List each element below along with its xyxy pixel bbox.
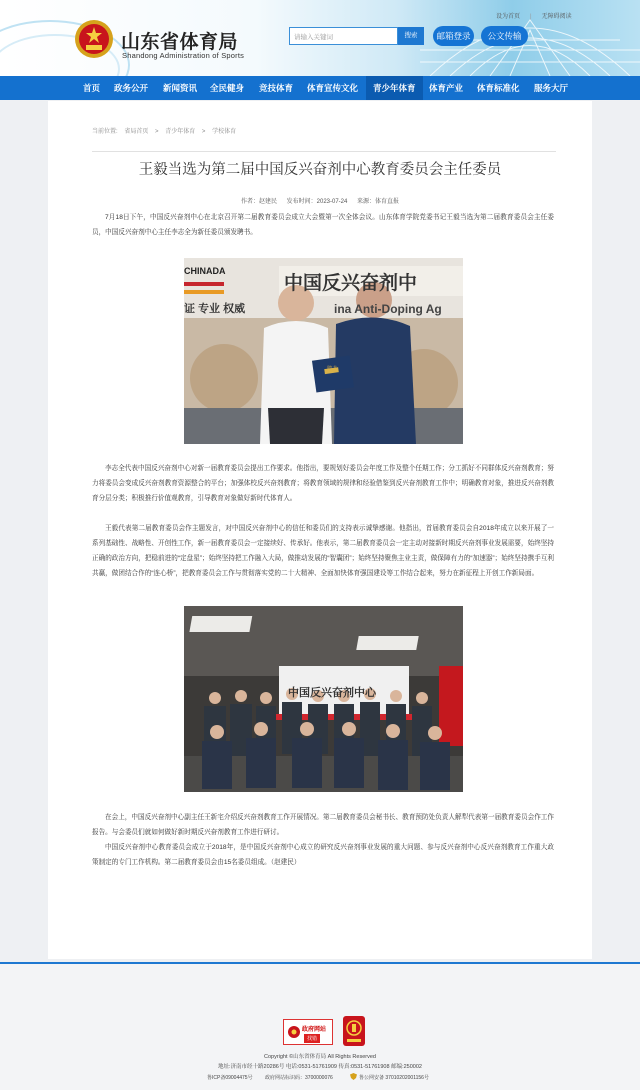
breadcrumb-youth[interactable]: 青少年体育 [165, 129, 196, 135]
article-author: 作者：赵建民 [240, 199, 277, 205]
document-transfer-button[interactable]: 公文传输 [481, 26, 528, 46]
address-text: 地址:济南市经十路20286号 电话:0531-51761909 传真:0531-51761908 邮编:250002 [218, 1064, 422, 1070]
nav-item-culture[interactable]: 体育宣传文化 [307, 83, 359, 93]
nav-item-news[interactable]: 新闻资讯 [163, 83, 198, 93]
photo-banner-text: 中国反兴奋剂中心 [288, 686, 376, 699]
article-photo-group [184, 606, 463, 792]
nav-item-service[interactable]: 服务大厅 [534, 83, 569, 93]
top-links: 设为首页 | 无障碍阅读 [496, 14, 572, 20]
article-paragraph: 王毅代表第二届教育委员会作主题发言，对中国反兴奋剂中心的信任和委员们的支持表示诚挚感谢。他指出，首届教育委员会自2018年成立以来开展了一系列基础性、战略性、开创性工作，新一届教育委员会一定接续好、传承好。他表示，第二届教育委员会一定主动对接新时期反兴奋剂事业发展需要，始终坚持正确的政治方向，把稳前进的“定盘星”；始终坚持把工作融入大局，做推动发展的“智囊团”；始终坚持聚焦主业主责，做保障有力的“加速器”；始终坚持携手互利共赢，做团结合作的“连心桥”，把教育委员会工作与贯彻落实党的二十大精神、全面加快体育强国建设等工作结合起来，努力在新征程上开创工作新局面。 [92, 525, 554, 577]
divider [92, 151, 556, 152]
article-title: 王毅当选为第二届中国反兴奋剂中心教育委员会主任委员 [138, 162, 502, 178]
badge-title: 政府网站 [302, 1027, 327, 1033]
breadcrumb-home[interactable]: 省局首页 [124, 129, 149, 135]
mail-login-button[interactable]: 邮箱登录 [433, 26, 474, 46]
party-gov-badge-icon[interactable] [343, 1016, 365, 1046]
nav-item-standard[interactable]: 体育标准化 [477, 83, 520, 93]
site-name-en: Shandong Administration of Sports [122, 51, 245, 60]
set-homepage-link[interactable]: 设为首页 [496, 14, 521, 20]
article-paragraph: 中国反兴奋剂中心教育委员会成立于2018年，是中国反兴奋剂中心成立的研究反兴奋剂事业发展的重大问题、参与反兴奋剂中心反兴奋剂教育工作重大政策制定的专门工作机构。第二届教育委员会由15名委员组成。（赵建民） [92, 844, 554, 866]
icp-link[interactable]: 鲁ICP备09004475号 [207, 1075, 253, 1081]
nav-item-fitness[interactable]: 全民健身 [210, 83, 245, 93]
breadcrumb-school[interactable]: 学校体育 [212, 129, 237, 135]
site-name[interactable]: 山东省体育局 [121, 31, 239, 53]
badge-subtitle: 找错 [304, 1034, 320, 1043]
article-paragraph: 7月18日下午，中国反兴奋剂中心在北京召开第二届教育委员会成立大会暨第一次全体会议。山东体育学院党委书记王毅当选为第二届教育委员会主任委员，中国反兴奋剂中心主任李志全为新任委员颁发聘书。 [92, 214, 554, 236]
search-button[interactable]: 搜索 [398, 27, 424, 45]
breadcrumb-sep: > [201, 129, 206, 135]
photo-chinada-text: CHINADA [184, 266, 226, 276]
article-paragraph: 李志全代表中国反兴奋剂中心对新一届教育委员会提出工作要求。他指出，要规划好委员会年度工作及整个任期工作；分工抓好不同群体反兴奋剂教育；努力将委员会变成反兴奋剂教育资源整合的平台；加强体校反兴奋剂教育；将教育领域的规律和经验借鉴到反兴奋剂教育工作中；明确教育对象，推进反兴奋剂教育分层分类；积极推行价值观教育，引导教育对象做好新时代体育人。 [92, 465, 554, 502]
photo-en-text: ina Anti-Doping Ag [334, 302, 442, 316]
national-emblem-icon [287, 1025, 301, 1039]
site-header [0, 0, 640, 76]
article-date: 发布时间：2023-07-24 [286, 199, 348, 205]
photo-banner-text: 中国反兴奋剂中 [284, 272, 418, 294]
nav-item-youth[interactable]: 青少年体育 [366, 76, 423, 100]
main-nav [0, 76, 640, 100]
nav-item-gov-open[interactable]: 政务公开 [114, 83, 149, 93]
gov-site-error-badge[interactable] [283, 1019, 333, 1045]
national-emblem-icon [74, 18, 114, 60]
photo-slogan-text: 证 专业 权威 [184, 303, 246, 315]
nav-item-home[interactable]: 首页 [83, 83, 101, 93]
search-input[interactable]: 请输入关键词 [289, 27, 398, 45]
article-paragraph: 在会上，中国反兴奋剂中心副主任王新宅介绍反兴奋剂教育工作开展情况。第二届教育委员会秘书长、教育预防处负责人解犁代表第一届教育委员会作工作报告。与会委员们就如何做好新时期反兴奋剂教育工作进行研讨。 [92, 814, 554, 836]
breadcrumb [92, 126, 241, 135]
breadcrumb-sep: > [155, 129, 159, 135]
article-photo-award [184, 258, 463, 444]
nav-item-industry[interactable]: 体育产业 [429, 83, 464, 93]
police-record-link[interactable]: 鲁公网安备 37010202001156号 [359, 1075, 429, 1081]
accessibility-link[interactable]: 无障碍阅读 [541, 14, 572, 20]
article-meta [92, 196, 548, 205]
police-shield-icon [350, 1073, 357, 1080]
photo-folder-label: 聘书 [327, 366, 338, 372]
nav-item-competitive[interactable]: 竞技体育 [259, 83, 294, 93]
article-source: 来源：体育直报 [357, 199, 400, 205]
copyright-text: Copyright ©山东省体育局 All Rights Reserved [264, 1054, 376, 1060]
breadcrumb-label: 当前位置: [92, 129, 118, 135]
site-code-text: 政府网站标识码：3700000076 [265, 1075, 333, 1081]
